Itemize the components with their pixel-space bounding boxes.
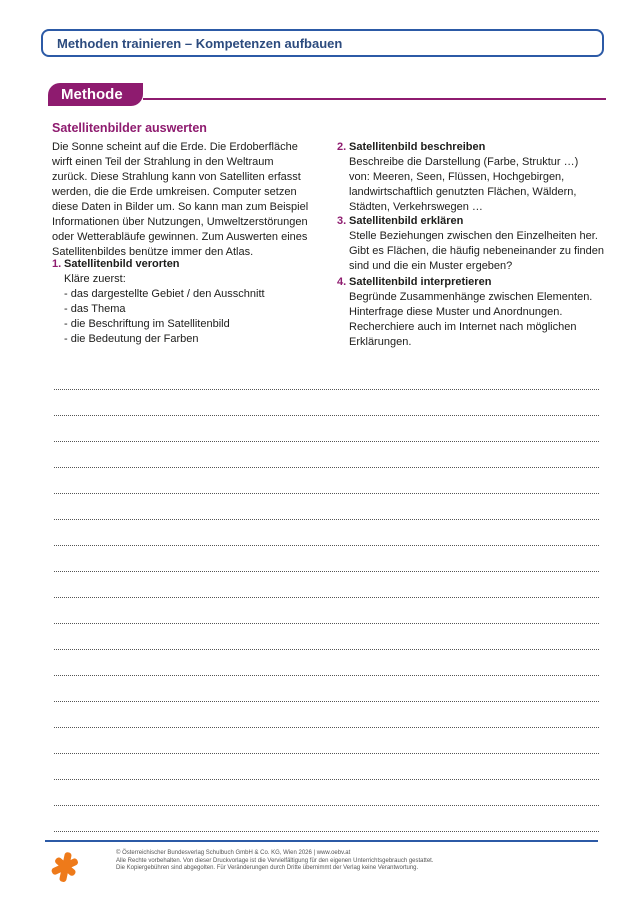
step-line: - das Thema bbox=[64, 303, 126, 315]
step-number: 1. bbox=[52, 258, 62, 270]
oebv-star-logo-icon bbox=[50, 850, 80, 884]
intro-line: oder Wetterabläufe gewinnen. Zum Auswerten eines bbox=[52, 231, 308, 243]
page-title: Methoden trainieren – Kompetenzen aufbauen bbox=[57, 36, 343, 51]
intro-line: diese Daten in Bilder um. So kann man zum Beispiel bbox=[52, 201, 309, 213]
writing-line[interactable] bbox=[54, 780, 599, 806]
writing-line[interactable] bbox=[54, 390, 599, 416]
footer-copyright bbox=[116, 850, 434, 873]
step-line: Erklärungen. bbox=[349, 336, 412, 348]
step-line: Kläre zuerst: bbox=[64, 273, 126, 285]
step-line: Beschreibe die Darstellung (Farbe, Struktur …) bbox=[349, 156, 579, 168]
writing-line[interactable] bbox=[54, 416, 599, 442]
writing-line[interactable] bbox=[54, 728, 599, 754]
intro-line: Informationen über Nutzungen, Umweltzerstörungen bbox=[52, 216, 308, 228]
writing-area[interactable] bbox=[54, 364, 599, 832]
writing-line[interactable] bbox=[54, 806, 599, 832]
footer-divider bbox=[45, 840, 598, 842]
writing-line[interactable] bbox=[54, 442, 599, 468]
writing-line[interactable] bbox=[54, 572, 599, 598]
step-line: Begründe Zusammenhänge zwischen Elementen. bbox=[349, 291, 593, 303]
writing-line[interactable] bbox=[54, 468, 599, 494]
step-line: - die Beschriftung im Satellitenbild bbox=[64, 318, 230, 330]
step-heading: Satellitenbild beschreiben bbox=[349, 141, 486, 153]
intro-line: Satellitenbildes benütze immer den Atlas. bbox=[52, 246, 254, 258]
intro-text bbox=[52, 140, 324, 260]
writing-line[interactable] bbox=[54, 650, 599, 676]
step-number: 3. bbox=[337, 215, 347, 227]
writing-line[interactable] bbox=[54, 546, 599, 572]
step-line: Städten, Verkehrswegen … bbox=[349, 201, 483, 213]
step-number: 2. bbox=[337, 141, 347, 153]
intro-line: werden, die die Erde umkreisen. Computer setzen bbox=[52, 186, 297, 198]
section-title: Satellitenbilder auswerten bbox=[52, 121, 207, 135]
step-line: Gibt es Flächen, die häufig nebeneinander zu finden bbox=[349, 245, 605, 257]
step-heading: Satellitenbild erklären bbox=[349, 215, 464, 227]
step-line: sind und die ein Muster ergeben? bbox=[349, 260, 513, 272]
step-line: - die Bedeutung der Farben bbox=[64, 333, 199, 345]
step-line: landwirtschaftlich genutzten Flächen, Wäldern, bbox=[349, 186, 577, 198]
intro-line: wirft einen Teil der Strahlung in den Weltraum bbox=[52, 156, 274, 168]
writing-line[interactable] bbox=[54, 494, 599, 520]
writing-line[interactable] bbox=[54, 520, 599, 546]
writing-line[interactable] bbox=[54, 676, 599, 702]
writing-line[interactable] bbox=[54, 624, 599, 650]
writing-line[interactable] bbox=[54, 364, 599, 390]
footer-line: © Österreichischer Bundesverlag Schulbuch GmbH & Co. KG, Wien 2026 | www.oebv.at bbox=[116, 850, 351, 856]
methode-tab: Methode bbox=[48, 83, 143, 106]
footer-line: Alle Rechte vorbehalten. Von dieser Druckvorlage ist die Vervielfältigung für den eigenen Unterrichtsgebrauch gestattet. bbox=[116, 857, 434, 864]
step-line: Stelle Beziehungen zwischen den Einzelheiten her. bbox=[349, 230, 598, 242]
intro-line: zurück. Diese Strahlung kann von Satelliten erfasst bbox=[52, 171, 301, 183]
step-line: - das dargestellte Gebiet / den Ausschnitt bbox=[64, 288, 265, 300]
intro-line: Die Sonne scheint auf die Erde. Die Erdoberfläche bbox=[52, 141, 298, 153]
footer-line: Die Kopiergebühren sind abgegolten. Für Veränderungen durch Dritte übernimmt der Verlag keine Verantwortung. bbox=[116, 865, 419, 871]
methode-divider bbox=[143, 98, 606, 100]
writing-line[interactable] bbox=[54, 754, 599, 780]
step-line: Hinterfrage diese Muster und Anordnungen. bbox=[349, 306, 563, 318]
writing-line[interactable] bbox=[54, 598, 599, 624]
step-heading: Satellitenbild verorten bbox=[64, 258, 180, 270]
step-number: 4. bbox=[337, 276, 347, 288]
writing-line[interactable] bbox=[54, 702, 599, 728]
step-line: von: Meeren, Seen, Flüssen, Hochgebirgen, bbox=[349, 171, 565, 183]
header-box bbox=[41, 29, 604, 57]
step-heading: Satellitenbild interpretieren bbox=[349, 276, 492, 288]
step-line: Recherchiere auch im Internet nach möglichen bbox=[349, 321, 577, 333]
